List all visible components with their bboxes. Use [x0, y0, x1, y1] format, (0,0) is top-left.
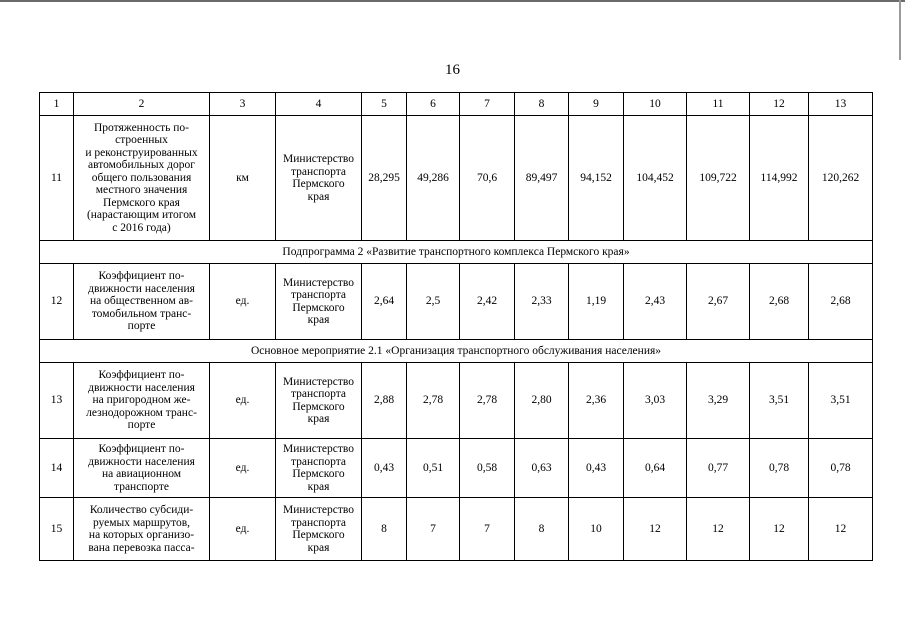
value-cell: 2,64 — [362, 264, 407, 340]
value-cell: 2,78 — [460, 363, 515, 439]
header-cell: 7 — [460, 93, 515, 116]
indicator-name-text: Протяженность по- строенных и реконструированных автомобильных дорог общего пользования местного значения Пермского края (нарастающим итогом с 2016 года) — [85, 121, 198, 234]
value-cell: 0,43 — [362, 439, 407, 498]
table-row — [40, 116, 873, 241]
value-cell: 7 — [407, 498, 460, 561]
row-number: 14 — [40, 439, 74, 498]
header-cell: 9 — [569, 93, 624, 116]
value-cell: 12 — [624, 498, 687, 561]
value-cell: 2,5 — [407, 264, 460, 340]
table-row — [40, 363, 873, 439]
value-cell: 0,43 — [569, 439, 624, 498]
value-cell: 49,286 — [407, 116, 460, 241]
scan-right-border — [899, 0, 901, 60]
value-cell: 3,51 — [750, 363, 809, 439]
row-number: 15 — [40, 498, 74, 561]
section-row — [40, 340, 873, 363]
responsible-org-text: Министерство транспорта Пермского края — [283, 504, 354, 554]
value-cell: 3,29 — [687, 363, 750, 439]
value-cell: 0,58 — [460, 439, 515, 498]
value-cell: 2,78 — [407, 363, 460, 439]
header-cell: 11 — [687, 93, 750, 116]
value-cell: 10 — [569, 498, 624, 561]
value-cell: 12 — [687, 498, 750, 561]
row-number: 13 — [40, 363, 74, 439]
value-cell: 8 — [362, 498, 407, 561]
indicator-name-text: Коэффициент по- движности населения на общественном ав- томобильном транс- порте — [88, 270, 195, 333]
table-row — [40, 439, 873, 498]
value-cell: 2,42 — [460, 264, 515, 340]
value-cell: 2,33 — [515, 264, 569, 340]
table-row — [40, 498, 873, 561]
header-cell: 6 — [407, 93, 460, 116]
header-cell: 13 — [809, 93, 873, 116]
header-row — [40, 93, 873, 116]
header-cell: 1 — [40, 93, 74, 116]
responsible-org — [276, 439, 362, 498]
value-cell: 0,64 — [624, 439, 687, 498]
header-cell: 3 — [210, 93, 276, 116]
responsible-org-text: Министерство транспорта Пермского края — [283, 443, 354, 493]
value-cell: 28,295 — [362, 116, 407, 241]
responsible-org — [276, 363, 362, 439]
main-activity-title: Основное мероприятие 2.1 «Организация транспортного обслуживания населения» — [40, 340, 873, 363]
subprogram-title: Подпрограмма 2 «Развитие транспортного комплекса Пермского края» — [40, 241, 873, 264]
value-cell: 3,51 — [809, 363, 873, 439]
header-cell: 12 — [750, 93, 809, 116]
header-cell: 2 — [74, 93, 210, 116]
responsible-org — [276, 264, 362, 340]
value-cell: 2,36 — [569, 363, 624, 439]
value-cell: 0,78 — [809, 439, 873, 498]
value-cell: 0,51 — [407, 439, 460, 498]
indicator-name — [74, 116, 210, 241]
scan-top-border — [0, 0, 905, 2]
row-number: 12 — [40, 264, 74, 340]
value-cell: 1,19 — [569, 264, 624, 340]
value-cell: 2,67 — [687, 264, 750, 340]
unit-cell: ед. — [210, 363, 276, 439]
responsible-org-text: Министерство транспорта Пермского края — [283, 276, 354, 326]
responsible-org-text: Министерство транспорта Пермского края — [283, 375, 354, 425]
unit-cell: ед. — [210, 498, 276, 561]
unit-cell: км — [210, 116, 276, 241]
indicator-name — [74, 498, 210, 561]
value-cell: 2,88 — [362, 363, 407, 439]
header-cell: 10 — [624, 93, 687, 116]
value-cell: 104,452 — [624, 116, 687, 241]
value-cell: 2,68 — [809, 264, 873, 340]
indicator-name-text: Коэффициент по- движности населения на пригородном же- лезнодорожном транс- порте — [86, 369, 197, 432]
indicator-name — [74, 264, 210, 340]
value-cell: 70,6 — [460, 116, 515, 241]
indicator-name — [74, 439, 210, 498]
header-cell: 5 — [362, 93, 407, 116]
responsible-org — [276, 116, 362, 241]
table-row — [40, 264, 873, 340]
unit-cell: ед. — [210, 439, 276, 498]
value-cell: 3,03 — [624, 363, 687, 439]
value-cell: 2,80 — [515, 363, 569, 439]
responsible-org — [276, 498, 362, 561]
indicators-table — [39, 92, 873, 561]
value-cell: 2,43 — [624, 264, 687, 340]
indicator-name — [74, 363, 210, 439]
section-row — [40, 241, 873, 264]
responsible-org-text: Министерство транспорта Пермского края — [283, 153, 354, 203]
value-cell: 114,992 — [750, 116, 809, 241]
row-number: 11 — [40, 116, 74, 241]
indicator-name-text: Коэффициент по- движности населения на авиационном транспорте — [88, 443, 195, 493]
value-cell: 12 — [750, 498, 809, 561]
page-number: 16 — [445, 62, 460, 78]
indicator-name-text: Количество субсиди- руемых маршрутов, на которых организо- вана перевозка пасса- — [88, 504, 195, 554]
value-cell: 12 — [809, 498, 873, 561]
unit-cell: ед. — [210, 264, 276, 340]
value-cell: 7 — [460, 498, 515, 561]
value-cell: 0,63 — [515, 439, 569, 498]
value-cell: 2,68 — [750, 264, 809, 340]
value-cell: 120,262 — [809, 116, 873, 241]
value-cell: 0,78 — [750, 439, 809, 498]
header-cell: 8 — [515, 93, 569, 116]
value-cell: 8 — [515, 498, 569, 561]
value-cell: 89,497 — [515, 116, 569, 241]
value-cell: 94,152 — [569, 116, 624, 241]
value-cell: 109,722 — [687, 116, 750, 241]
header-cell: 4 — [276, 93, 362, 116]
value-cell: 0,77 — [687, 439, 750, 498]
